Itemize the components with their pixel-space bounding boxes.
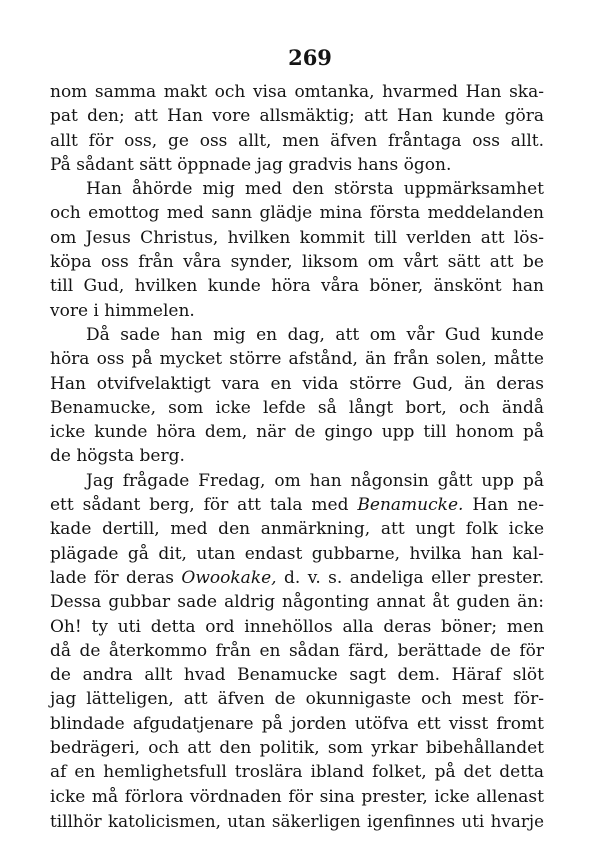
text-line: Han åhörde mig med den största uppmärksamhet bbox=[86, 179, 544, 200]
page-number: 269 bbox=[288, 45, 332, 70]
italic-term: Owookake, bbox=[181, 567, 277, 588]
text-line: blindade afgudatjenare på jorden utöfva ett visst fromt bbox=[50, 713, 544, 734]
text-line: icke kunde höra dem, när de gingo upp till honom på bbox=[50, 422, 544, 443]
text-line: allt för oss, ge oss allt, men äfven fråntaga oss allt. bbox=[50, 130, 544, 151]
text-line: tillhör katolicismen, utan säkerligen igenfinnes uti hvarje bbox=[50, 810, 544, 831]
text-fragment: d. v. s. andeliga eller prester. bbox=[276, 567, 545, 588]
text-fragment: ett sådant berg, för att tala med bbox=[50, 495, 358, 516]
text-line: icke må förlora vördnaden för sina prester, icke allenast bbox=[50, 786, 544, 807]
text-line: till Gud, hvilken kunde höra våra böner, änskönt han bbox=[50, 276, 544, 297]
text-line: bedrägeri, och att den politik, som yrkar bibehållandet bbox=[50, 738, 544, 759]
text-line: pat den; att Han vore allsmäktig; att Han kunde göra bbox=[50, 106, 544, 127]
text-line: Dessa gubbar sade aldrig någonting annat åt guden än: bbox=[50, 592, 544, 613]
text-line: Han otvifvelaktigt vara en vida större Gud, än deras bbox=[50, 373, 544, 394]
text-line-with-italic bbox=[50, 566, 544, 590]
text-line: Oh! ty uti detta ord innehöllos alla deras böner; men bbox=[50, 616, 544, 637]
text-line: då de återkommo från en sådan färd, berättade de för bbox=[50, 640, 544, 661]
text-line: jag lätteligen, att äfven de okunnigaste och mest för- bbox=[50, 689, 544, 710]
text-line: Benamucke, som icke lefde så långt bort, och ändå bbox=[50, 397, 544, 418]
text-fragment: lade för deras bbox=[50, 567, 182, 588]
text-line: Då sade han mig en dag, att om vår Gud kunde bbox=[86, 324, 544, 345]
text-line: köpa oss från våra synder, liksom om vårt sätt att be bbox=[50, 252, 544, 273]
text-line: af en hemlighetsfull troslära ibland folket, på det detta bbox=[50, 762, 544, 783]
text-line: höra oss på mycket större afstånd, än från solen, måtte bbox=[50, 349, 544, 370]
text-line: plägade gå dit, utan endast gubbarne, hvilka han kal- bbox=[50, 543, 544, 564]
text-line: om Jesus Christus, hvilken kommit till verlden att lös- bbox=[50, 227, 544, 248]
italic-term: Benamucke. bbox=[357, 495, 464, 516]
text-line: nom samma makt och visa omtanka, hvarmed Han ska- bbox=[50, 82, 544, 102]
body-text bbox=[50, 80, 544, 833]
text-line: och emottog med sann glädje mina första meddelanden bbox=[50, 203, 544, 224]
text-line: vore i himmelen. bbox=[50, 300, 195, 321]
text-line-with-italic bbox=[50, 493, 544, 517]
text-line: de högsta berg. bbox=[50, 446, 185, 467]
text-line: Jag frågade Fredag, om han någonsin gått upp på bbox=[86, 470, 544, 491]
text-line: kade dertill, med den anmärkning, att ungt folk icke bbox=[50, 519, 544, 540]
text-line: de andra allt hvad Benamucke sagt dem. Häraf slöt bbox=[50, 665, 544, 686]
text-line: På sådant sätt öppnade jag gradvis hans ögon. bbox=[50, 154, 452, 175]
text-fragment: Han ne- bbox=[463, 495, 544, 516]
